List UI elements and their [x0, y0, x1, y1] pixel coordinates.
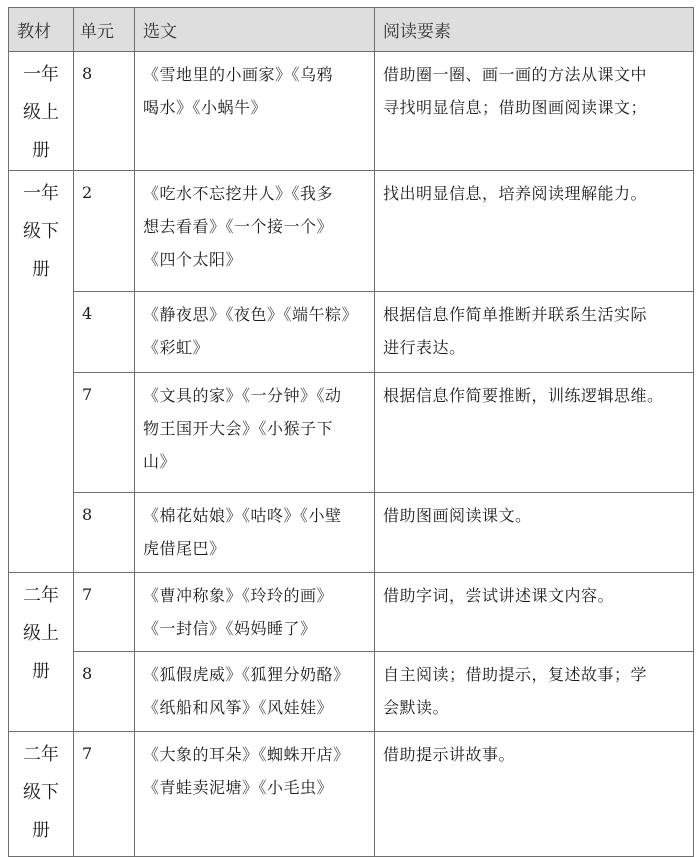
header-reading-elements: 阅读要素 [375, 8, 694, 52]
table-row [9, 171, 694, 292]
reading-elements-cell: 借助提示讲故事。 [375, 732, 694, 857]
grade-cell: 二年 级下 册 [9, 732, 74, 857]
grade-cell: 一年 级下 册 [9, 171, 74, 573]
selected-texts-cell: 《静夜思》《夜色》《端午粽》 《彩虹》 [135, 292, 375, 373]
selected-texts-cell: 《雪地里的小画家》《乌鸦 喝水》《小蜗牛》 [135, 52, 375, 171]
reading-elements-cell: 借助图画阅读课文。 [375, 493, 694, 573]
unit-cell: 4 [74, 292, 135, 373]
unit-cell: 7 [74, 732, 135, 857]
unit-cell: 8 [74, 52, 135, 171]
table-row [9, 732, 694, 857]
reading-elements-cell: 借助圈一圈、画一画的方法从课文中 寻找明显信息；借助图画阅读课文； [375, 52, 694, 171]
reading-elements-cell: 借助字词，尝试讲述课文内容。 [375, 573, 694, 652]
reading-elements-cell: 找出明显信息，培养阅读理解能力。 [375, 171, 694, 292]
unit-cell: 8 [74, 493, 135, 573]
selected-texts-cell: 《棉花姑娘》《咕咚》《小壁 虎借尾巴》 [135, 493, 375, 573]
header-textbook: 教材 [9, 8, 74, 52]
table-row [9, 493, 694, 573]
selected-texts-cell: 《文具的家》《一分钟》《动 物王国开大会》《小猴子下 山》 [135, 373, 375, 493]
reading-elements-cell: 根据信息作简要推断，训练逻辑思维。 [375, 373, 694, 493]
header-selected-texts: 选文 [135, 8, 375, 52]
unit-cell: 2 [74, 171, 135, 292]
grade-cell: 二年 级上 册 [9, 573, 74, 732]
reading-elements-cell: 自主阅读；借助提示，复述故事；学 会默读。 [375, 652, 694, 732]
selected-texts-cell: 《大象的耳朵》《蜘蛛开店》 《青蛙卖泥塘》《小毛虫》 [135, 732, 375, 857]
table-row [9, 573, 694, 652]
selected-texts-cell: 《吃水不忘挖井人》《我多 想去看看》《一个接一个》 《四个太阳》 [135, 171, 375, 292]
header-unit: 单元 [74, 8, 135, 52]
selected-texts-cell: 《狐假虎威》《狐狸分奶酪》 《纸船和风筝》《风娃娃》 [135, 652, 375, 732]
grade-cell: 一年 级上 册 [9, 52, 74, 171]
table-row [9, 292, 694, 373]
table-row [9, 52, 694, 171]
table-header-row [9, 8, 694, 52]
reading-elements-cell: 根据信息作简单推断并联系生活实际 进行表达。 [375, 292, 694, 373]
table-row [9, 652, 694, 732]
unit-cell: 8 [74, 652, 135, 732]
unit-cell: 7 [74, 373, 135, 493]
table-row [9, 373, 694, 493]
reading-elements-table [8, 7, 694, 857]
selected-texts-cell: 《曹冲称象》《玲玲的画》 《一封信》《妈妈睡了》 [135, 573, 375, 652]
unit-cell: 7 [74, 573, 135, 652]
